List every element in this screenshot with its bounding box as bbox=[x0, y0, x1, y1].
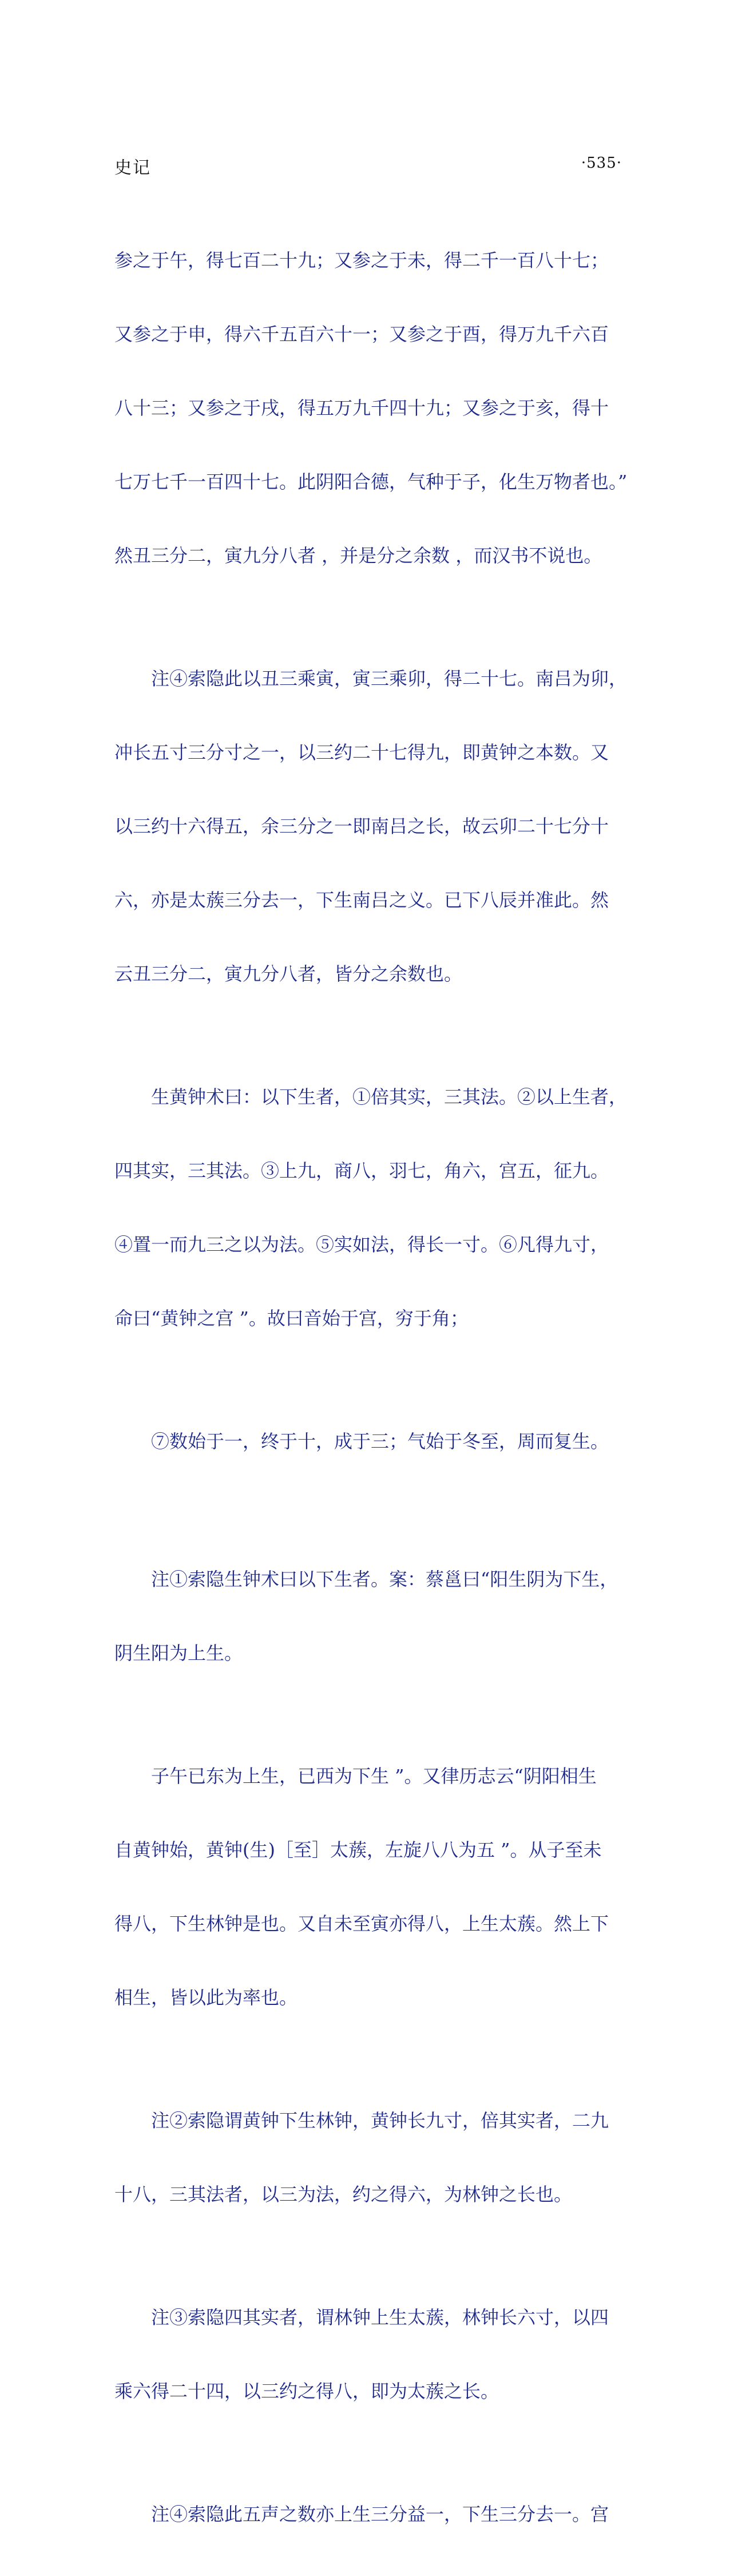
text-line: 子午已东为上生，已西为下生 ”。又律历志云“阴阳相生 bbox=[151, 1765, 597, 1787]
text-line: 注②索隐谓黄钟下生林钟，黄钟长九寸，倍其实者，二九 bbox=[151, 2110, 609, 2131]
note-paragraph bbox=[114, 1518, 629, 1715]
text-line: 注①索隐生钟术曰以下生者。案：蔡邕曰“阳生阴为下生， bbox=[151, 1568, 618, 1590]
running-head: 史记 bbox=[114, 158, 151, 178]
note-paragraph bbox=[114, 2256, 629, 2453]
text-line: 得八，下生林钟是也。又自未至寅亦得八，上生太蔟。然上下 bbox=[114, 1913, 609, 1935]
text-line: 乘六得二十四，以三约之得八，即为太蔟之长。 bbox=[114, 2380, 499, 2402]
text-line: 注④索隐此五声之数亦上生三分益一，下生三分去一。宫 bbox=[151, 2503, 609, 2525]
text-line: 云丑三分二，寅九分八者，皆分之余数也。 bbox=[114, 963, 463, 985]
text-line: 相生，皆以此为率也。 bbox=[114, 1987, 298, 2008]
body-text bbox=[114, 199, 629, 2576]
text-line: 注④索隐此以丑三乘寅，寅三乘卯，得二十七。南吕为卯， bbox=[151, 668, 628, 689]
note-paragraph bbox=[114, 617, 629, 1036]
text-line: 四其实，三其法。③上九，商八，羽七，角六，宫五，征九。 bbox=[114, 1160, 609, 1182]
text-line: 然丑三分二，寅九分八者 ，并是分之余数 ，而汉书不说也。 bbox=[114, 545, 602, 566]
text-line: 以三约十六得五，余三分之一即南吕之长，故云卯二十七分十 bbox=[114, 815, 609, 837]
text-line: 命曰“黄钟之宫 ”。故曰音始于宫，穷于角； bbox=[114, 1307, 469, 1329]
paragraph-gap bbox=[114, 1503, 629, 1518]
text-line: 十八，三其法者，以三为法，约之得六，为林钟之长也。 bbox=[114, 2183, 573, 2205]
text-line: 八十三；又参之于戌，得五万九千四十九；又参之于亥，得十 bbox=[114, 397, 609, 419]
note-paragraph bbox=[114, 2059, 629, 2256]
text-line: 冲长五寸三分寸之一，以三约二十七得九，即黄钟之本数。又 bbox=[114, 742, 609, 763]
text-line: 注③索隐四其实者，谓林钟上生太蔟，林钟长六寸，以四 bbox=[151, 2306, 609, 2328]
text-line: 阴生阳为上生。 bbox=[114, 1642, 243, 1664]
text-line: 七万七千一百四十七。此阴阳合德，气种于子，化生万物者也。” bbox=[114, 471, 628, 493]
text-line: 六，亦是太蔟三分去一，下生南吕之义。已下八辰并准此。然 bbox=[114, 889, 609, 911]
note-paragraph bbox=[114, 2453, 629, 2576]
main-paragraph bbox=[114, 1036, 629, 1380]
text-line: 生黄钟术曰：以下生者，①倍其实，三其法。②以上生者， bbox=[151, 1086, 628, 1108]
main-paragraph bbox=[114, 1380, 629, 1503]
text-line: ④置一而九三之以为法。⑤实如法，得长一寸。⑥凡得九寸， bbox=[114, 1234, 609, 1255]
text-line: ⑦数始于一，终于十，成于三；气始于冬至，周而复生。 bbox=[151, 1430, 609, 1452]
page-number: ·535· bbox=[581, 154, 622, 172]
text-line: 又参之于申，得六千五百六十一；又参之于酉，得万九千六百 bbox=[114, 323, 609, 345]
paragraph-continuation bbox=[114, 199, 629, 617]
text-line: 参之于午，得七百二十九；又参之于未，得二千一百八十七； bbox=[114, 249, 609, 271]
text-line: 自黄钟始，黄钟(生)［至］太蔟，左旋八八为五 ”。从子至未 bbox=[114, 1839, 602, 1861]
note-paragraph bbox=[114, 1715, 629, 2059]
